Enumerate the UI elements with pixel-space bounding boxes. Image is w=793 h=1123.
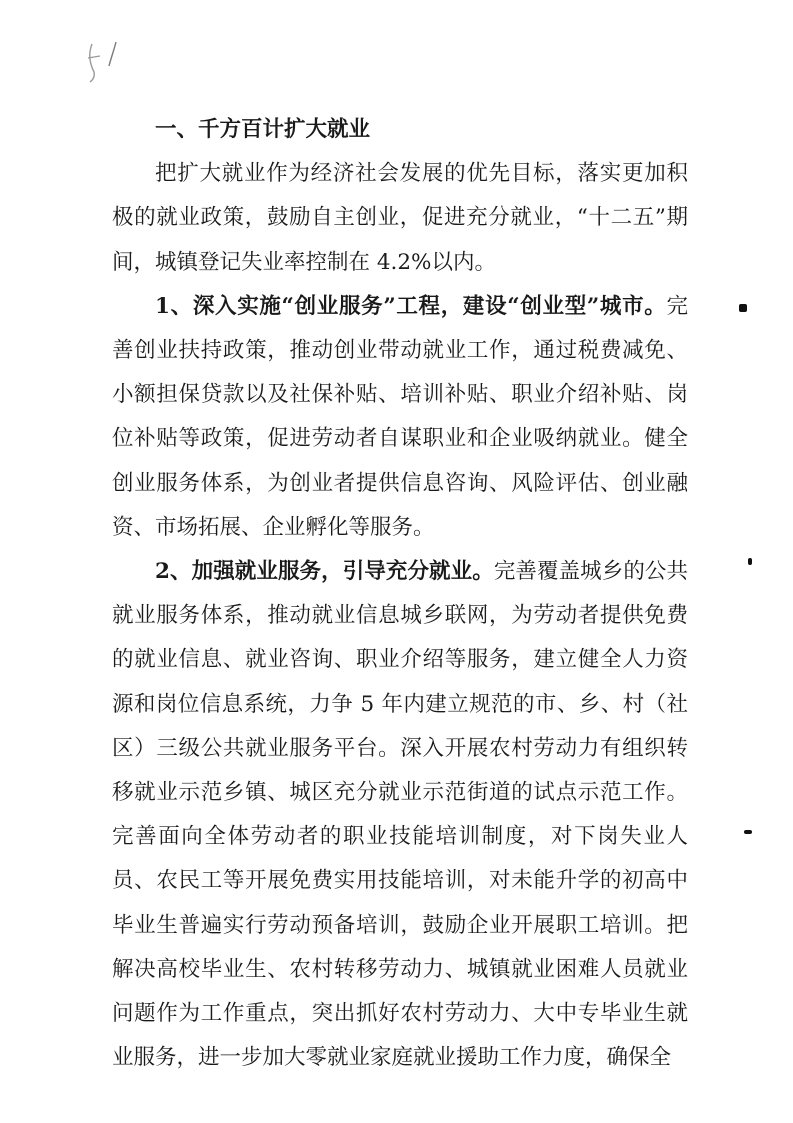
paragraph-lead: 2、加强就业服务，引导充分就业。: [155, 559, 494, 585]
section-heading: 一、千方百计扩大就业: [155, 117, 371, 142]
document-body: [112, 108, 688, 1080]
scan-speck: [744, 830, 752, 834]
paragraph-intro: [112, 152, 688, 285]
paragraph-text: 完善覆盖城乡的公共就业服务体系，推动就业信息城乡联网，为劳动者提供免费的就业信息、就业咨询、职业介绍等服务，建立健全人力资源和岗位信息系统，力争 5 年内建立规范的市、乡、村（社区）三级公共就业服务平台。深入开展农村劳动力有组织转移就业示范乡镇、城区充分就业示范街道的试点示范工作。完善面向全体劳动者的职业技能培训制度，对下岗失业人员、农民工等开展免费实用技能培训，对未能升学的初高中毕业生普遍实行劳动预备培训，鼓励企业开展职工培训。把解决高校毕业生、农村转移劳动力、城镇就业困难人员就业问题作为工作重点，突出抓好农村劳动力、大中专毕业生就业服务，进一步加大零就业家庭就业援助工作力度，确保全: [112, 559, 688, 1071]
paragraph-lead: 1、深入实施“创业服务”工程，建设“创业型”城市。: [155, 293, 667, 319]
paragraph-employment-services: [112, 550, 688, 1080]
paragraph-entrepreneurship: [112, 285, 688, 550]
handwritten-mark-icon: [78, 38, 128, 86]
scan-speck: [739, 304, 747, 312]
paragraph-text: 把扩大就业作为经济社会发展的优先目标，落实更加积极的就业政策，鼓励自主创业，促进充分就业，“十二五”期间，城镇登记失业率控制在 4.2%以内。: [112, 161, 688, 275]
scan-speck: [748, 558, 752, 565]
paragraph-text: 完善创业扶持政策，推动创业带动就业工作，通过税费减免、小额担保贷款以及社保补贴、培训补贴、职业介绍补贴、岗位补贴等政策，促进劳动者自谋职业和企业吸纳就业。健全创业服务体系，为创业者提供信息咨询、风险评估、创业融资、市场拓展、企业孵化等服务。: [112, 293, 688, 540]
